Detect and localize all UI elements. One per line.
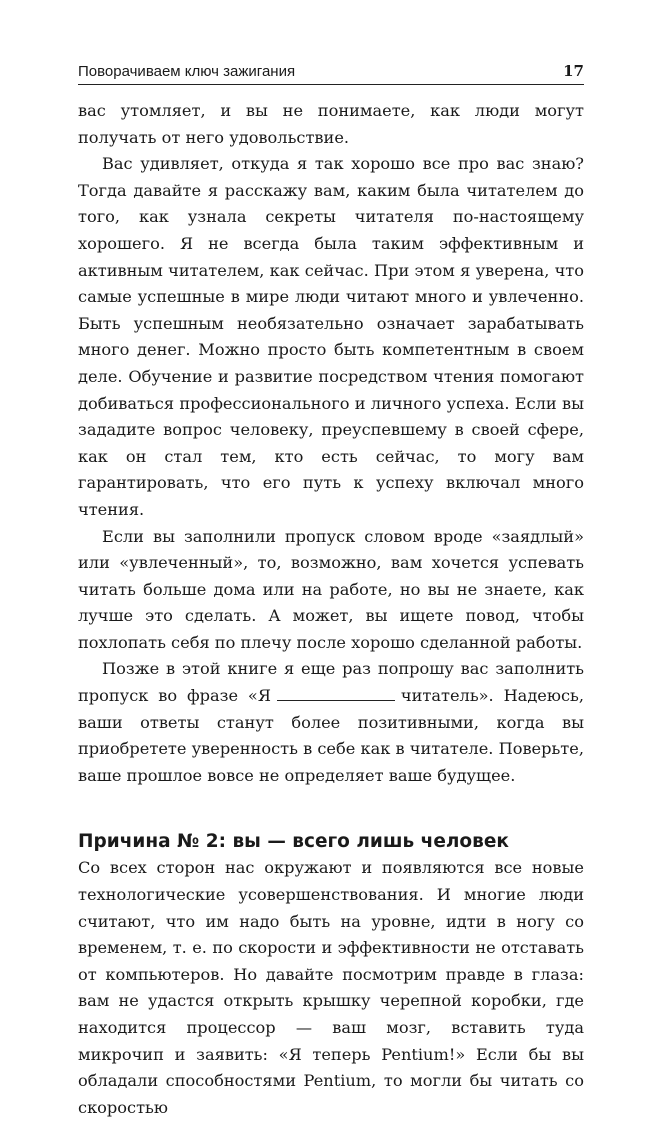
running-title: Поворачиваем ключ зажигания [78,63,296,80]
paragraph-4-start: Позже в этой книге я еще раз попрошу вас заполнить пропуск во фразе «Я [78,659,584,706]
section-heading: Причина № 2: вы — всего лишь человек [78,831,509,853]
paragraph-5: Со всех сторон нас окружают и появляются все новые технологические усовершенствования. И многие люди считают, что им надо быть на уровне, идти в ногу со временем, т. е. по скорости и эффективности не отставать от компьютеров. Но давайте посмотрим правде в глаза: вам не удастся открыть крышку черепной коробки, где находится процессор — ваш мозг, вставить туда микрочип и заявить: «Я теперь Pentium!» Если бы вы обладали способностями Pentium, то могли бы читать со скоростью [78,858,584,1117]
paragraph-4 [78,656,584,789]
paragraph-4-end: читатель». Надеюсь, ваши ответы станут более позитивными, когда вы приобретете уверенность в себе как в читателе. Поверьте, ваше прошлое вовсе не определяет ваше будущее. [78,686,584,785]
paragraph-3: Если вы заполнили пропуск словом вроде «заядлый» или «увлеченный», то, возможно, вам хочется успевать читать больше дома или на работе, но вы не знаете, как лучше это сделать. А может, вы ищете повод, чтобы похлопать себя по плечу после хорошо сделанной работы. [78,526,584,652]
paragraph-1: вас утомляет, и вы не понимаете, как люди могут получать от него удовольствие. [78,101,584,147]
paragraph-2: Вас удивляет, откуда я так хорошо все про вас знаю? Тогда давайте я расскажу вам, каким была читателем до того, как узнала секреты читателя по-настоящему хорошего. Я не всегда была таким эффективным и активным читателем, как сейчас. При этом я уверена, что самые успешные в мире люди читают много и увлеченно. Быть успешным необязательно означает зарабатывать много денег. Можно просто быть компетентным в своем деле. Обучение и развитие посредством чтения помогают добиваться профессионального и личного успеха. Если вы зададите вопрос человеку, преуспевшему в своей сфере, как он стал тем, кто есть сейчас, то могу вам гарантировать, что его путь к успеху включал много чтения. [78,154,584,519]
fill-in-blank [277,686,395,701]
running-header [78,56,584,85]
page-body [78,98,584,1121]
page-number: 17 [563,62,584,80]
